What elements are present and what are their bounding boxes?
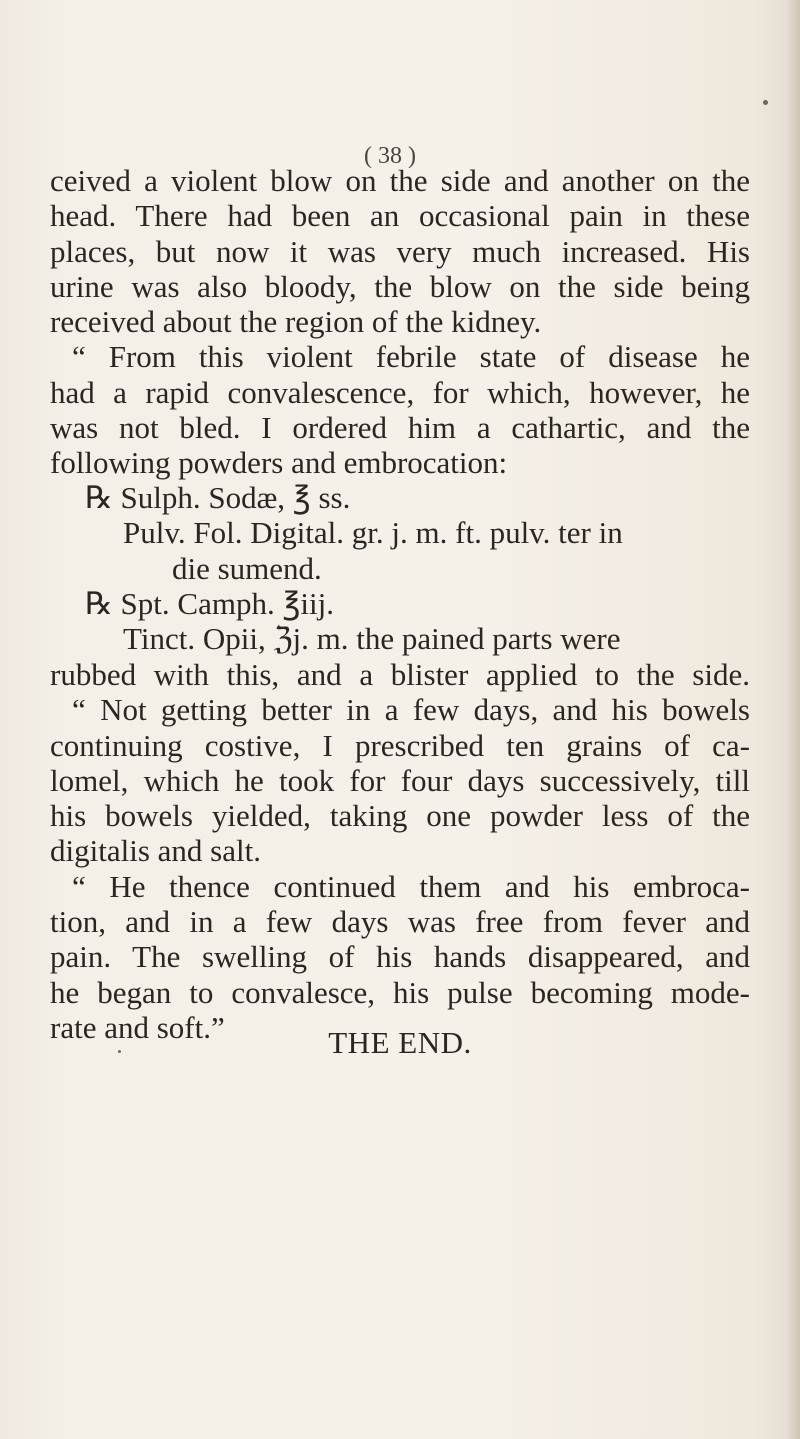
text-line: head. There had been an occasional pain in these [50,198,750,234]
paragraph-block-1 [50,163,750,481]
text-line: ceived a violent blow on the side and another on the [50,163,750,198]
text-line: tion, and in a few days was free from fever and [50,904,750,940]
prescription-line: Pulv. Fol. Digital. gr. j. m. ft. pulv. ter in [123,515,623,551]
text-line: “ Not getting better in a few days, and his bowels [72,692,750,728]
text-line: continuing costive, I prescribed ten grains of ca- [50,727,750,763]
prescription-line: ℞ Spt. Camph. ℥iij. [85,585,334,621]
text-line: rubbed with this, and a blister applied to the side. [50,657,750,692]
prescription-line: die sumend. [172,550,322,586]
text-line: received about the region of the kidney. [50,304,542,340]
ink-speck [763,100,768,105]
text-line: rate and soft.” [50,1009,225,1045]
text-line: “ From this violent febrile state of disease he [72,339,750,375]
text-line: lomel, which he took for four days successively, till [50,762,750,798]
text-line: had a rapid convalescence, for which, however, he [50,374,750,410]
page-edge-shadow [786,0,800,1439]
text-line: places, but now it was very much increased. His [50,233,750,269]
text-line: was not bled. I ordered him a cathartic, and the [50,410,750,446]
prescription-line: Tinct. Opii, ℨj. m. the pained parts were [123,621,621,657]
prescription-line: ℞ Sulph. Sodæ, ℥ ss. [85,480,351,515]
text-line: his bowels yielded, taking one powder less of the [50,798,750,834]
text-line: digitalis and salt. [50,833,261,869]
end-mark: THE END. [328,1025,472,1060]
text-line: “ He thence continued them and his embroca- [72,868,750,904]
text-line: pain. The swelling of his hands disappeared, and [50,939,750,975]
text-line: following powders and embrocation: [50,445,508,481]
text-line: urine was also bloody, the blow on the side being [50,268,750,304]
paragraph-block-2 [50,657,750,1045]
page-number: ( 38 ) [364,143,416,169]
prescription-block [50,480,750,656]
text-line: he began to convalesce, his pulse becoming mode- [50,974,750,1010]
